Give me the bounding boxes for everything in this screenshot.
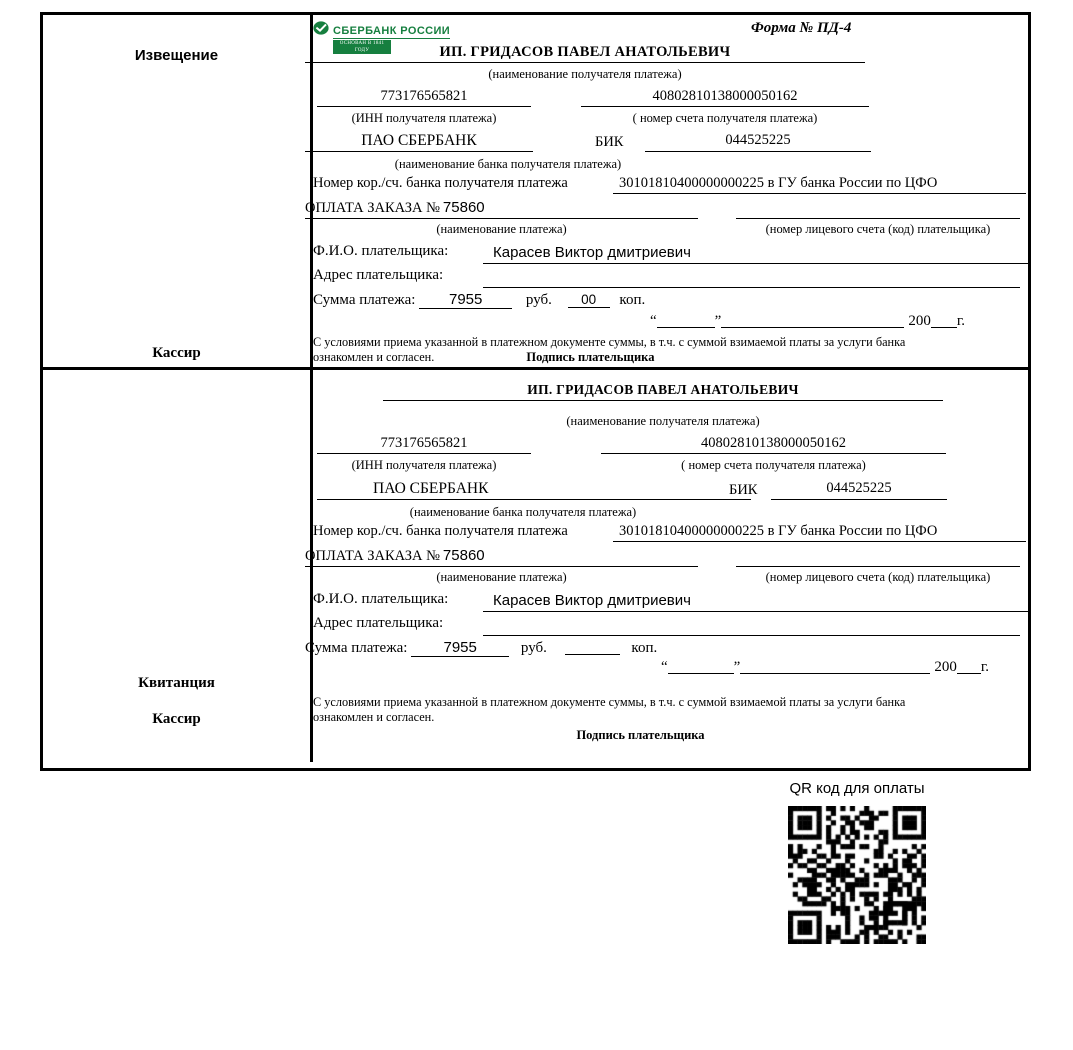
corr-account-value: 30101810400000000225 в ГУ банка России по ЦФО	[613, 521, 1026, 542]
notice-section	[43, 15, 1028, 370]
date-day-blank	[657, 313, 715, 328]
agreement-line1: С условиями приема указанной в платежном документе суммы, в т.ч. с суммой взимаемой платы за услуги банка	[313, 335, 906, 349]
rub-label: руб.	[525, 292, 552, 308]
sberbank-logo-text: СБЕРБАНК РОССИИ	[333, 25, 451, 37]
agreement-text	[313, 695, 968, 725]
payer-address-line	[483, 614, 1020, 636]
date-line	[661, 659, 989, 676]
corr-account-value: 30101810400000000225 в ГУ банка России по ЦФО	[613, 173, 1026, 194]
sum-rub-value: 7955	[411, 639, 509, 657]
sum-label: Сумма платежа:	[313, 292, 416, 308]
receipt-section	[43, 370, 1028, 762]
bik-value: 044525225	[645, 130, 871, 152]
payer-fio-value: Карасев Виктор дмитриевич	[483, 590, 1030, 612]
payment-name-value	[305, 198, 698, 219]
year-suffix: г.	[956, 313, 966, 329]
notice-form-area	[305, 15, 1028, 367]
agreement-text	[313, 335, 973, 365]
rub-label: руб.	[520, 640, 547, 656]
order-number: 75860	[442, 547, 485, 564]
sum-row	[313, 291, 645, 309]
sum-label: Сумма платежа:	[305, 640, 408, 656]
caption-inn: (ИНН получателя платежа)	[351, 458, 497, 472]
receipt-form-area	[305, 370, 1028, 762]
fio-label: Ф.И.О. плательщика:	[313, 591, 449, 607]
payee-name: ИП. ГРИДАСОВ ПАВЕЛ АНАТОЛЬЕВИЧ	[305, 42, 865, 63]
close-quote: ”	[714, 313, 722, 329]
caption-inn: (ИНН получателя платежа)	[351, 111, 497, 125]
caption-bank-name: (наименование банка получателя платежа)	[409, 505, 637, 519]
form-outer-border	[40, 12, 1031, 771]
caption-account: ( номер счета получателя платежа)	[681, 458, 866, 472]
date-month-blank	[740, 659, 930, 674]
payer-address-line	[483, 266, 1020, 288]
qr-label: QR код для оплаты	[789, 780, 925, 797]
agreement-line1: С условиями приема указанной в платежном документе суммы, в т.ч. с суммой взимаемой платы за услуги банка	[313, 695, 906, 709]
account-value: 40802810138000050162	[601, 434, 946, 454]
caption-payee-name: (наименование получателя платежа)	[566, 414, 760, 428]
fio-label: Ф.И.О. плательщика:	[313, 243, 449, 259]
year-suffix: г.	[980, 659, 990, 675]
receipt-cashier-label: Кассир	[152, 711, 201, 727]
close-quote: ”	[733, 659, 741, 675]
bank-name-value: ПАО СБЕРБАНК	[317, 478, 751, 500]
agreement-line2: ознакомлен и согласен.	[313, 710, 435, 724]
caption-payer-code: (номер лицевого счета (код) плательщика)	[765, 222, 991, 236]
qr-block	[787, 780, 927, 949]
sum-kop-value: 00	[568, 292, 610, 308]
bank-name-value: ПАО СБЕРБАНК	[305, 130, 533, 152]
bik-label: БИК	[729, 482, 758, 498]
payer-code-line	[736, 198, 1020, 219]
payer-code-line	[736, 546, 1020, 567]
qr-code	[788, 806, 926, 944]
sberbank-logo-tagline: ОСНОВАН В 1841 ГОДУ	[333, 40, 391, 54]
sberbank-logo-icon	[313, 21, 329, 40]
signature-label: Подпись плательщика	[576, 728, 705, 742]
date-line	[650, 313, 965, 330]
year-prefix: 200	[934, 659, 957, 675]
caption-payee-name: (наименование получателя платежа)	[488, 67, 682, 81]
sum-rub-value: 7955	[419, 291, 512, 309]
year-prefix: 200	[908, 313, 931, 329]
caption-payer-code: (номер лицевого счета (код) плательщика)	[765, 570, 991, 584]
inn-value: 773176565821	[317, 434, 531, 454]
receipt-left-column	[43, 370, 313, 762]
payee-name: ИП. ГРИДАСОВ ПАВЕЛ АНАТОЛЬЕВИЧ	[383, 380, 943, 401]
order-prefix: ОПЛАТА ЗАКАЗА №	[305, 548, 440, 564]
date-day-blank	[668, 659, 734, 674]
kop-label: коп.	[619, 292, 646, 308]
form-number-label: Форма № ПД-4	[751, 20, 852, 36]
agreement-line2: ознакомлен и согласен.	[313, 350, 435, 364]
open-quote: “	[661, 659, 668, 675]
order-number: 75860	[442, 199, 485, 216]
address-label: Адрес плательщика:	[313, 267, 444, 283]
corr-account-label: Номер кор./сч. банка получателя платежа	[313, 175, 568, 191]
order-prefix: ОПЛАТА ЗАКАЗА №	[305, 200, 440, 216]
caption-bank-name: (наименование банка получателя платежа)	[394, 157, 622, 171]
caption-payment-name: (наименование платежа)	[436, 222, 567, 236]
date-month-blank	[721, 313, 904, 328]
notice-cashier-label: Кассир	[152, 345, 201, 361]
year-blank	[931, 313, 957, 328]
sum-row	[305, 639, 657, 657]
bik-label: БИК	[595, 134, 624, 150]
caption-payment-name: (наименование платежа)	[436, 570, 567, 584]
sum-kop-blank	[565, 640, 620, 655]
year-blank	[957, 659, 981, 674]
kop-label: коп.	[631, 640, 658, 656]
signature-label: Подпись плательщика	[526, 350, 655, 364]
caption-account: ( номер счета получателя платежа)	[632, 111, 818, 125]
corr-account-label: Номер кор./сч. банка получателя платежа	[313, 523, 568, 539]
payer-fio-value: Карасев Виктор дмитриевич	[483, 242, 1030, 264]
open-quote: “	[650, 313, 657, 329]
bik-value: 044525225	[771, 478, 947, 500]
notice-left-column	[43, 15, 313, 367]
address-label: Адрес плательщика:	[313, 615, 444, 631]
notice-title: Извещение	[134, 47, 219, 64]
payment-name-value	[305, 546, 698, 567]
account-value: 40802810138000050162	[581, 87, 869, 107]
inn-value: 773176565821	[317, 87, 531, 107]
receipt-title: Квитанция	[138, 675, 215, 691]
